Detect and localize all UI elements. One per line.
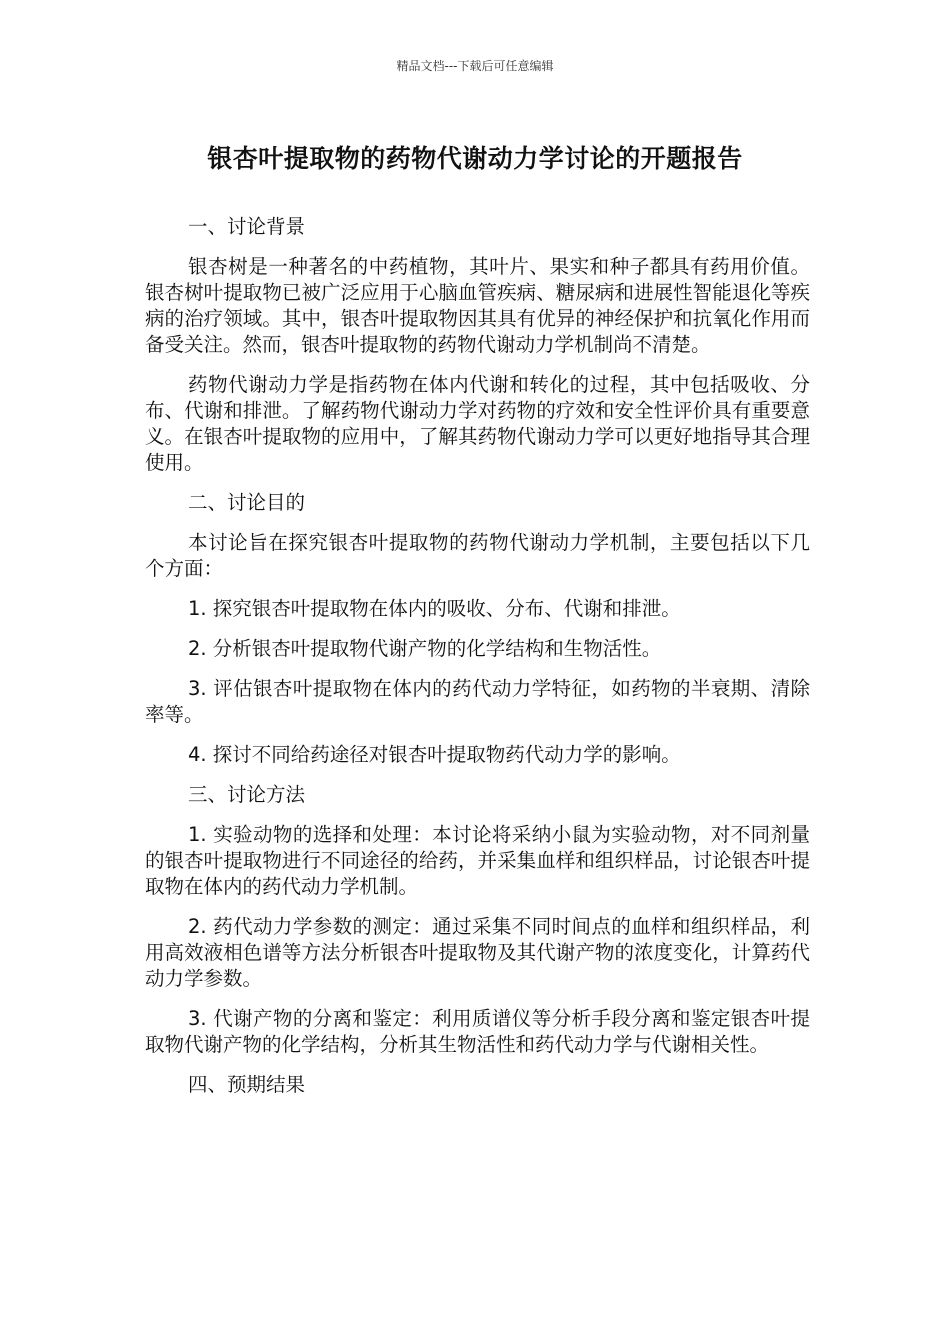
background-paragraph-2: 药物代谢动力学是指药物在体内代谢和转化的过程，其中包括吸收、分布、代谢和排泄。了解药物代谢动力学对药物的疗效和安全性评价具有重要意义。在银杏叶提取物的应用中，了解其药物代谢动力学可以更好地指导其合理使用。 [145,373,810,474]
methods-item-1: 1. 实验动物的选择和处理：本讨论将采纳小鼠为实验动物，对不同剂量的银杏叶提取物进行不同途径的给药，并采集血样和组织样品，讨论银杏叶提取物在体内的药代动力学机制。 [145,823,810,898]
methods-item-2: 2. 药代动力学参数的测定：通过采集不同时间点的血样和组织样品，利用高效液相色谱等方法分析银杏叶提取物及其代谢产物的浓度变化，计算药代动力学参数。 [145,915,810,990]
section-heading-results: 四、预期结果 [188,1073,306,1096]
purpose-item-2: 2. 分析银杏叶提取物代谢产物的化学结构和生物活性。 [188,637,662,660]
document-title: 银杏叶提取物的药物代谢动力学讨论的开题报告 [207,144,743,173]
purpose-item-1: 1. 探究银杏叶提取物在体内的吸收、分布、代谢和排泄。 [188,597,681,620]
header-note: 精品文档---下载后可任意编辑 [396,59,554,73]
methods-item-3: 3. 代谢产物的分离和鉴定：利用质谱仪等分析手段分离和鉴定银杏叶提取物代谢产物的化学结构，分析其生物活性和药代动力学与代谢相关性。 [145,1007,810,1056]
purpose-item-3: 3. 评估银杏叶提取物在体内的药代动力学特征，如药物的半衰期、清除率等。 [145,677,810,726]
purpose-item-4: 4. 探讨不同给药途径对银杏叶提取物药代动力学的影响。 [188,743,681,766]
section-heading-methods: 三、讨论方法 [188,783,306,806]
section-heading-purpose: 二、讨论目的 [188,491,306,514]
section-heading-background: 一、讨论背景 [188,215,306,238]
document-body [145,214,810,1112]
purpose-intro: 本讨论旨在探究银杏叶提取物的药物代谢动力学机制，主要包括以下几个方面： [145,531,810,580]
background-paragraph-1: 银杏树是一种著名的中药植物，其叶片、果实和种子都具有药用价值。银杏树叶提取物已被广泛应用于心脑血管疾病、糖尿病和进展性智能退化等疾病的治疗领域。其中，银杏叶提取物因其具有优异的神经保护和抗氧化作用而备受关注。然而，银杏叶提取物的药物代谢动力学机制尚不清楚。 [145,255,810,356]
